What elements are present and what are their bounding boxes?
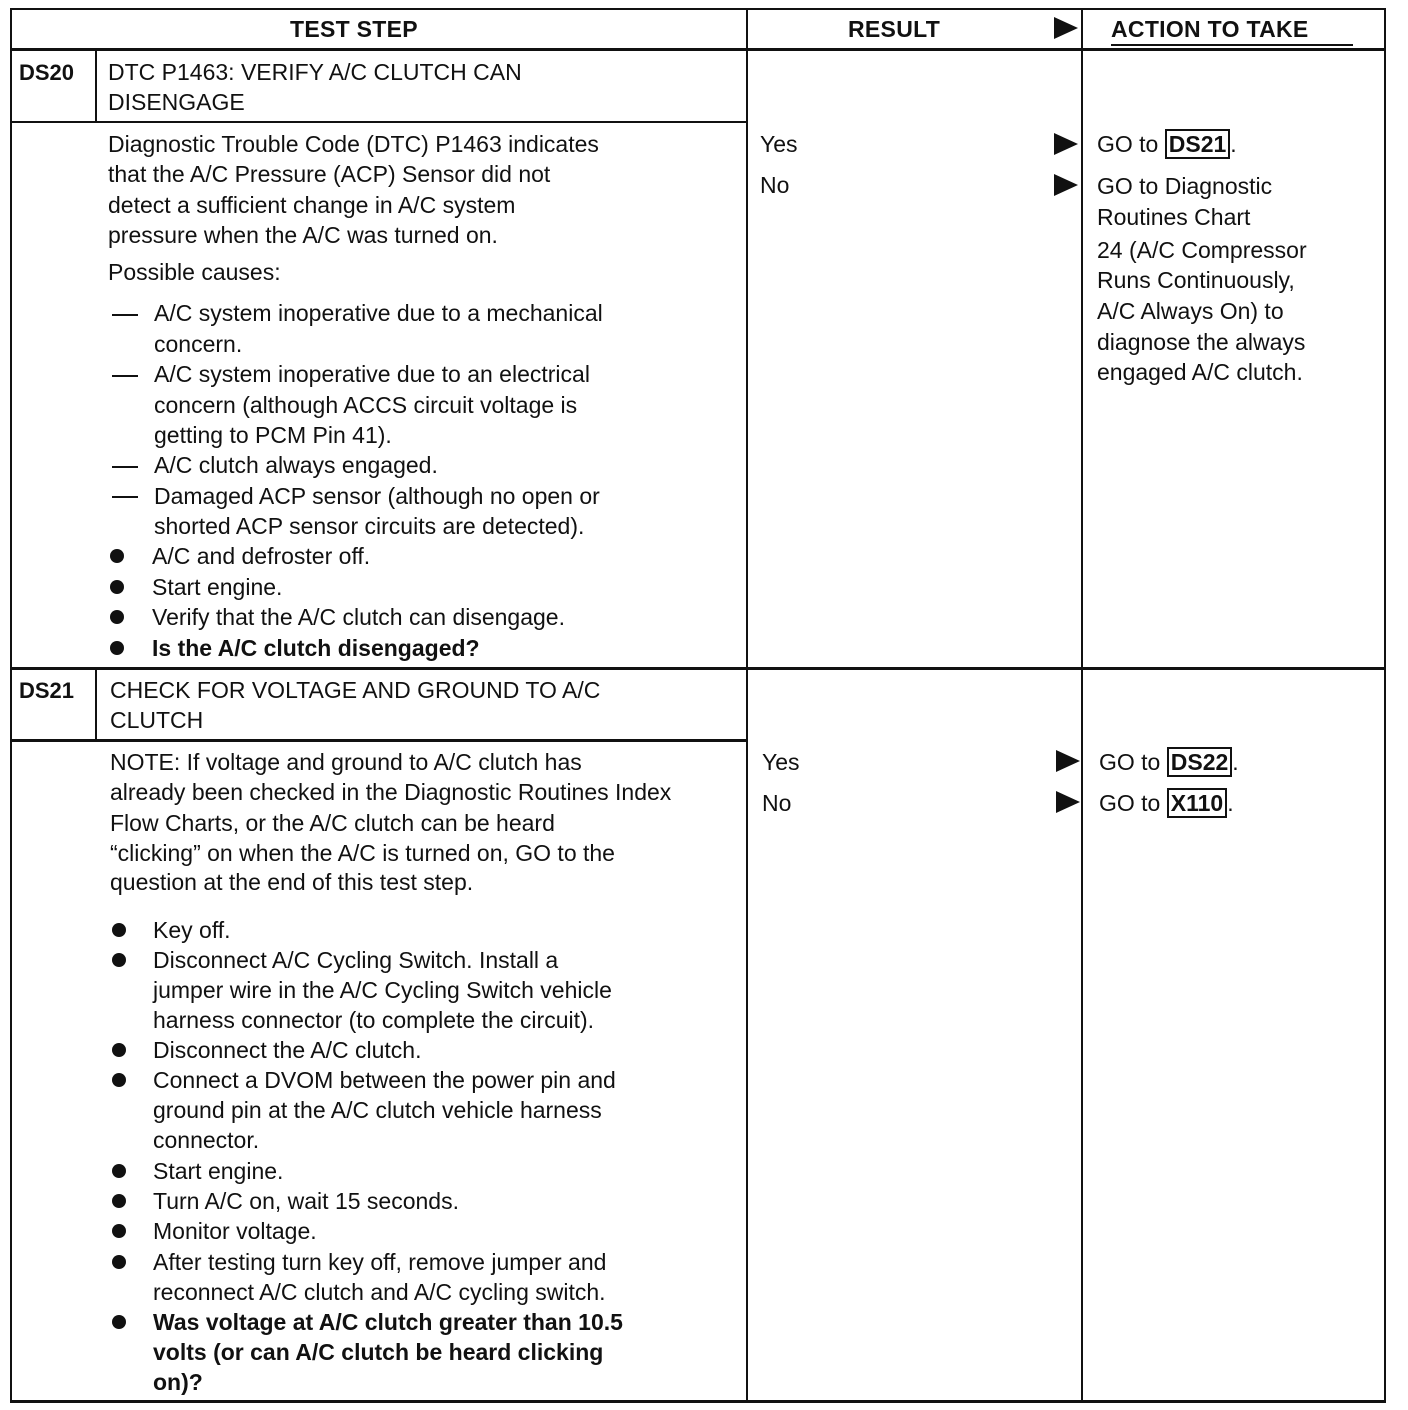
header-bottom-border	[10, 48, 1386, 51]
ds20-question-bullet-icon	[110, 641, 124, 655]
ds21-action-no-suffix: .	[1227, 790, 1234, 816]
ds20-result-yes: Yes	[760, 131, 798, 157]
ds21-bullet2-line1: Disconnect A/C Cycling Switch. Install a	[153, 947, 559, 973]
ds20-cause2-line2: concern (although ACCS circuit voltage is	[154, 392, 578, 418]
table-right-border	[1384, 8, 1386, 1403]
ds21-question-line1: Was voltage at A/C clutch greater than 10.5	[153, 1309, 623, 1335]
ds20-body-line3: detect a sufficient change in A/C system	[108, 192, 516, 218]
ds21-bullet7-icon	[112, 1224, 126, 1238]
ds21-question-bullet-icon	[112, 1315, 126, 1329]
ds20-body-line2: that the A/C Pressure (ACP) Sensor did not	[108, 161, 551, 187]
ds20-action-no-line1: GO to Diagnostic	[1097, 173, 1273, 199]
ds21-action-no-prefix: GO to	[1099, 790, 1161, 816]
ds20-bullet3: Verify that the A/C clutch can disengage.	[152, 604, 565, 630]
ds20-cause2-line1: A/C system inoperative due to an electrical	[154, 361, 590, 387]
ds21-bullet6-icon	[112, 1194, 126, 1208]
ds21-title-line2: CLUTCH	[110, 707, 204, 733]
ds20-cause3-line1: A/C clutch always engaged.	[154, 452, 438, 478]
ds20-action-no-line2: Routines Chart	[1097, 204, 1251, 230]
ds20-bullet2-icon	[110, 580, 124, 594]
header-arrow-icon	[1054, 17, 1078, 39]
ds20-body-line4: pressure when the A/C was turned on.	[108, 222, 498, 248]
ds20-cause2-line3: getting to PCM Pin 41).	[154, 422, 392, 448]
ds20-action-no-line7: engaged A/C clutch.	[1097, 359, 1303, 385]
ds20-cause4-line1: Damaged ACP sensor (although no open or	[154, 483, 600, 509]
ds20-action-no-line4: Runs Continuously,	[1097, 267, 1295, 293]
ds20-no-arrow-icon	[1054, 174, 1078, 196]
ds20-cause1-dash-icon	[112, 314, 138, 316]
table-left-border	[10, 8, 12, 1403]
ds20-ds21-divider	[10, 667, 1386, 670]
ds21-bullet2-icon	[112, 953, 126, 967]
ds21-question-line2: volts (or can A/C clutch be heard clicking	[153, 1339, 604, 1365]
ds21-bullet7-line1: Monitor voltage.	[153, 1218, 317, 1244]
ds21-action-no	[1099, 788, 1234, 819]
ds21-bullet5-icon	[112, 1164, 126, 1178]
ds21-bullet4-icon	[112, 1073, 126, 1087]
ds21-bullet4-line1: Connect a DVOM between the power pin and	[153, 1067, 616, 1093]
ds21-bullet4-line3: connector.	[153, 1127, 260, 1153]
ds20-action-no-line3: 24 (A/C Compressor	[1097, 237, 1307, 263]
ds21-title-divider	[10, 739, 748, 742]
ds20-action-no-line5: A/C Always On) to	[1097, 298, 1284, 324]
ds20-action-yes-prefix: GO to	[1097, 131, 1159, 157]
ds20-bullet1-icon	[110, 549, 124, 563]
ds21-action-no-ref-link[interactable]: X110	[1167, 788, 1227, 818]
id-column-divider-ds21	[95, 669, 97, 741]
ds21-bullet1-icon	[112, 923, 126, 937]
ds21-bullet2-line2: jumper wire in the A/C Cycling Switch vehicle	[153, 977, 612, 1003]
ds20-bullet1: A/C and defroster off.	[152, 543, 371, 569]
ds21-result-no: No	[762, 790, 792, 816]
ds21-bullet8-line2: reconnect A/C clutch and A/C cycling switch.	[153, 1279, 606, 1305]
id-column-divider-ds20	[95, 50, 97, 122]
ds21-bullet8-line1: After testing turn key off, remove jumper and	[153, 1249, 607, 1275]
result-action-divider	[1081, 8, 1083, 1403]
ds21-action-yes-suffix: .	[1232, 749, 1239, 775]
ds20-cause1-line2: concern.	[154, 331, 243, 357]
ds20-cause2-dash-icon	[112, 375, 138, 377]
ds20-title-line1: DTC P1463: VERIFY A/C CLUTCH CAN	[108, 59, 522, 85]
ds21-bullet4-line2: ground pin at the A/C clutch vehicle harness	[153, 1097, 602, 1123]
ds20-cause4-dash-icon	[112, 496, 138, 498]
ds21-note-line4: “clicking” on when the A/C is turned on, GO to the	[110, 840, 615, 866]
ds20-action-yes-ref-link[interactable]: DS21	[1165, 129, 1231, 159]
ds20-action-yes-suffix: .	[1230, 131, 1237, 157]
ds21-action-yes-prefix: GO to	[1099, 749, 1161, 775]
header-result: RESULT	[848, 16, 941, 42]
ds20-cause3-dash-icon	[112, 466, 138, 468]
ds21-bullet1-line1: Key off.	[153, 917, 231, 943]
ds20-body-line1: Diagnostic Trouble Code (DTC) P1463 indicates	[108, 131, 599, 157]
step-result-divider	[746, 8, 748, 1403]
ds20-action-no-line6: diagnose the always	[1097, 329, 1306, 355]
ds21-note-line3: Flow Charts, or the A/C clutch can be heard	[110, 810, 555, 836]
header-action-underline	[1111, 44, 1353, 46]
ds21-title-line1: CHECK FOR VOLTAGE AND GROUND TO A/C	[110, 677, 601, 703]
ds20-title-divider	[10, 121, 748, 123]
header-test-step: TEST STEP	[290, 16, 418, 42]
ds20-bullet2: Start engine.	[152, 574, 283, 600]
ds21-yes-arrow-icon	[1056, 750, 1080, 772]
ds20-title-line2: DISENGAGE	[108, 89, 245, 115]
header-action: ACTION TO TAKE	[1111, 16, 1309, 42]
ds20-cause4-line2: shorted ACP sensor circuits are detected).	[154, 513, 585, 539]
ds21-action-yes-ref-link[interactable]: DS22	[1167, 747, 1233, 777]
ds20-bullet3-icon	[110, 610, 124, 624]
table-top-border	[10, 8, 1386, 10]
ds21-bullet3-line1: Disconnect the A/C clutch.	[153, 1037, 422, 1063]
ds21-note-line2: already been checked in the Diagnostic Routines Index	[110, 779, 672, 805]
ds21-bullet8-icon	[112, 1255, 126, 1269]
ds20-causes-label: Possible causes:	[108, 259, 281, 285]
table-bottom-border	[10, 1400, 1386, 1403]
ds21-result-yes: Yes	[762, 749, 800, 775]
ds21-bullet3-icon	[112, 1043, 126, 1057]
ds21-note-line5: question at the end of this test step.	[110, 869, 474, 895]
ds21-note-line1: NOTE: If voltage and ground to A/C clutch has	[110, 749, 582, 775]
ds20-action-yes	[1097, 129, 1237, 160]
ds21-no-arrow-icon	[1056, 791, 1080, 813]
ds21-question-line3: on)?	[153, 1369, 203, 1395]
ds21-bullet2-line3: harness connector (to complete the circuit).	[153, 1007, 595, 1033]
ds20-cause1-line1: A/C system inoperative due to a mechanical	[154, 300, 603, 326]
ds21-bullet6-line1: Turn A/C on, wait 15 seconds.	[153, 1188, 459, 1214]
ds21-bullet5-line1: Start engine.	[153, 1158, 284, 1184]
ds20-step-id: DS20	[19, 60, 75, 85]
ds21-action-yes	[1099, 747, 1239, 778]
ds20-yes-arrow-icon	[1054, 133, 1078, 155]
ds20-question: Is the A/C clutch disengaged?	[152, 635, 480, 661]
ds21-step-id: DS21	[19, 678, 75, 703]
ds20-result-no: No	[760, 172, 790, 198]
